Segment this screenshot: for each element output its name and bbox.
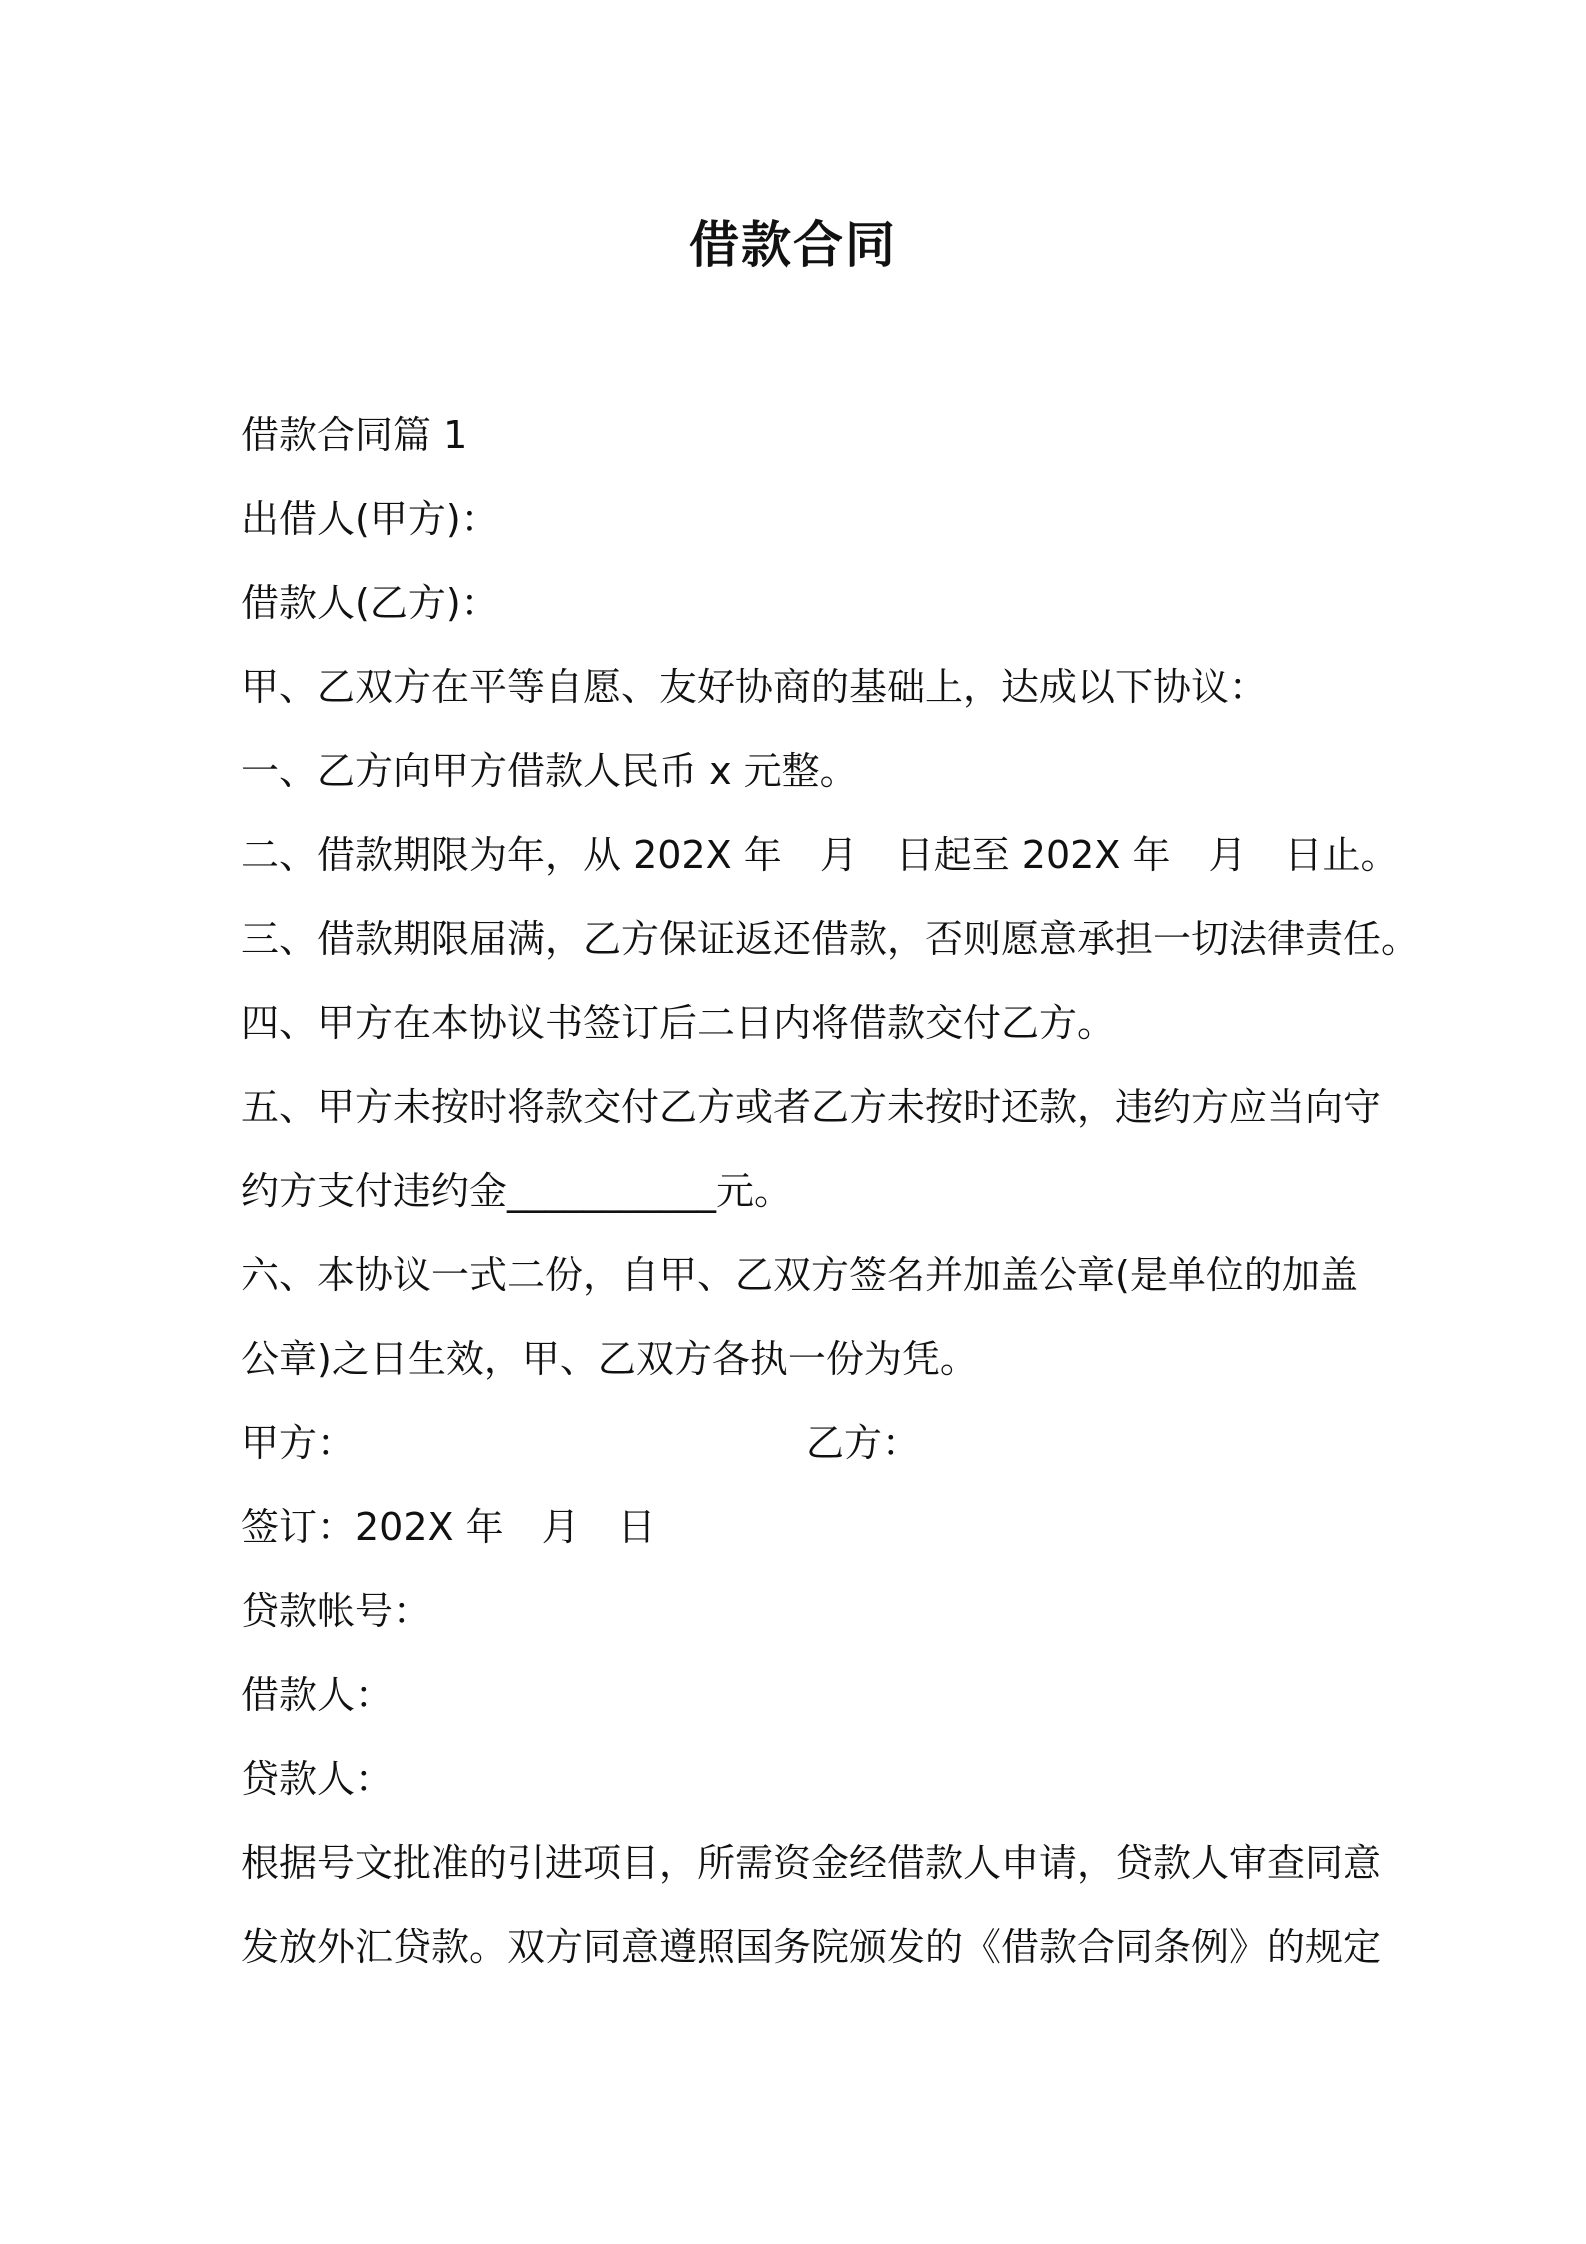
signature-row [241,1401,1361,1485]
party-a-signature: 甲方： [241,1421,356,1465]
borrower-label: 借款人： [241,1673,394,1717]
section-heading: 借款合同篇 1 [241,413,468,457]
loan-paragraph-line-1: 根据号文批准的引进项目，所需资金经借款人申请，贷款人审查同意 [241,1841,1382,1885]
agreement-intro: 甲、乙双方在平等自愿、友好协商的基础上，达成以下协议： [241,665,1268,709]
document-body [241,393,1420,1989]
lender-label: 贷款人： [241,1757,394,1801]
document-title: 借款合同 [689,216,897,274]
clause-3: 三、借款期限届满，乙方保证返还借款，否则愿意承担一切法律责任。 [241,917,1420,961]
clause-5-line-2: 约方支付违约金___________元。 [241,1169,793,1213]
clause-4: 四、甲方在本协议书签订后二日内将借款交付乙方。 [241,1001,1116,1045]
loan-account: 贷款帐号： [241,1589,432,1633]
clause-1: 一、乙方向甲方借款人民币 x 元整。 [241,749,858,793]
clause-2: 二、借款期限为年，从 202X 年 月 日起至 202X 年 月 日止。 [241,833,1399,877]
loan-paragraph-line-2: 发放外汇贷款。双方同意遵照国务院颁发的《借款合同条例》的规定 [241,1925,1382,1969]
clause-6-line-2: 公章)之日生效，甲、乙双方各执一份为凭。 [241,1337,978,1381]
clause-6-line-1: 六、本协议一式二份，自甲、乙双方签名并加盖公章(是单位的加盖 [241,1253,1358,1297]
clause-5-line-1: 五、甲方未按时将款交付乙方或者乙方未按时还款，违约方应当向守 [241,1085,1382,1129]
borrower-line: 借款人(乙方)： [241,581,499,625]
party-b-signature: 乙方： [806,1421,921,1465]
lender-line: 出借人(甲方)： [241,497,499,541]
signing-date: 签订：202X 年 月 日 [241,1505,656,1549]
